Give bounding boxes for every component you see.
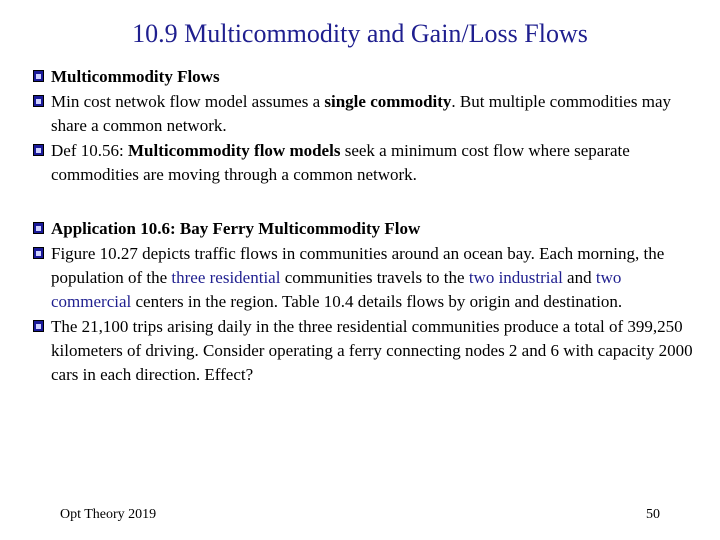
bullet-highlight: two commercial <box>51 268 622 311</box>
bullet-highlight: two industrial <box>468 268 563 287</box>
bullet-highlight: three residential <box>171 268 281 287</box>
bullet-text: Application 10.6: Bay Ferry Multicommodity Flow <box>51 219 421 238</box>
footer-label: Opt Theory 2019 <box>60 507 157 522</box>
bullet-text: communities travels to the <box>280 268 469 287</box>
page-number: 50 <box>646 507 660 522</box>
bullet-text: Min cost netwok flow model assumes a <box>51 92 325 111</box>
bullet-item <box>32 217 697 241</box>
square-bullet-icon <box>33 144 44 156</box>
bullet-item <box>32 242 697 314</box>
bullet-text: . But multiple commodities may share a common network. <box>51 92 671 135</box>
bullet-text: Def 10.56: <box>51 141 128 160</box>
bullet-emphasis: Multicommodity flow models <box>127 141 341 160</box>
spacer <box>32 188 697 217</box>
bullet-text: Figure 10.27 depicts traffic flows in communities around an ocean bay. Each morning, the population of the <box>51 244 665 287</box>
bullet-text: seek a minimum cost flow where separate commodities are moving through a common network. <box>51 141 630 184</box>
square-bullet-icon <box>33 70 44 82</box>
slide-content <box>32 65 697 388</box>
bullet-text: centers in the region. Table 10.4 details flows by origin and destination. <box>131 292 623 311</box>
square-bullet-icon <box>33 222 44 234</box>
square-bullet-icon <box>33 247 44 259</box>
slide-title: 10.9 Multicommodity and Gain/Loss Flows <box>132 19 588 48</box>
bullet-item <box>32 139 697 187</box>
bullet-emphasis: single commodity <box>324 92 452 111</box>
square-bullet-icon <box>33 320 44 332</box>
bullet-item <box>32 315 697 387</box>
bullet-text: and <box>562 268 596 287</box>
bullet-item <box>32 65 697 89</box>
bullet-item <box>32 90 697 138</box>
square-bullet-icon <box>33 95 44 107</box>
bullet-text: Multicommodity Flows <box>51 67 220 86</box>
bullet-text: The 21,100 trips arising daily in the three residential communities produce a total of 399,250 kilometers of driving. Consider operating a ferry connecting nodes 2 and 6 with capacity 2000 cars in each direction. Effect? <box>51 317 693 384</box>
